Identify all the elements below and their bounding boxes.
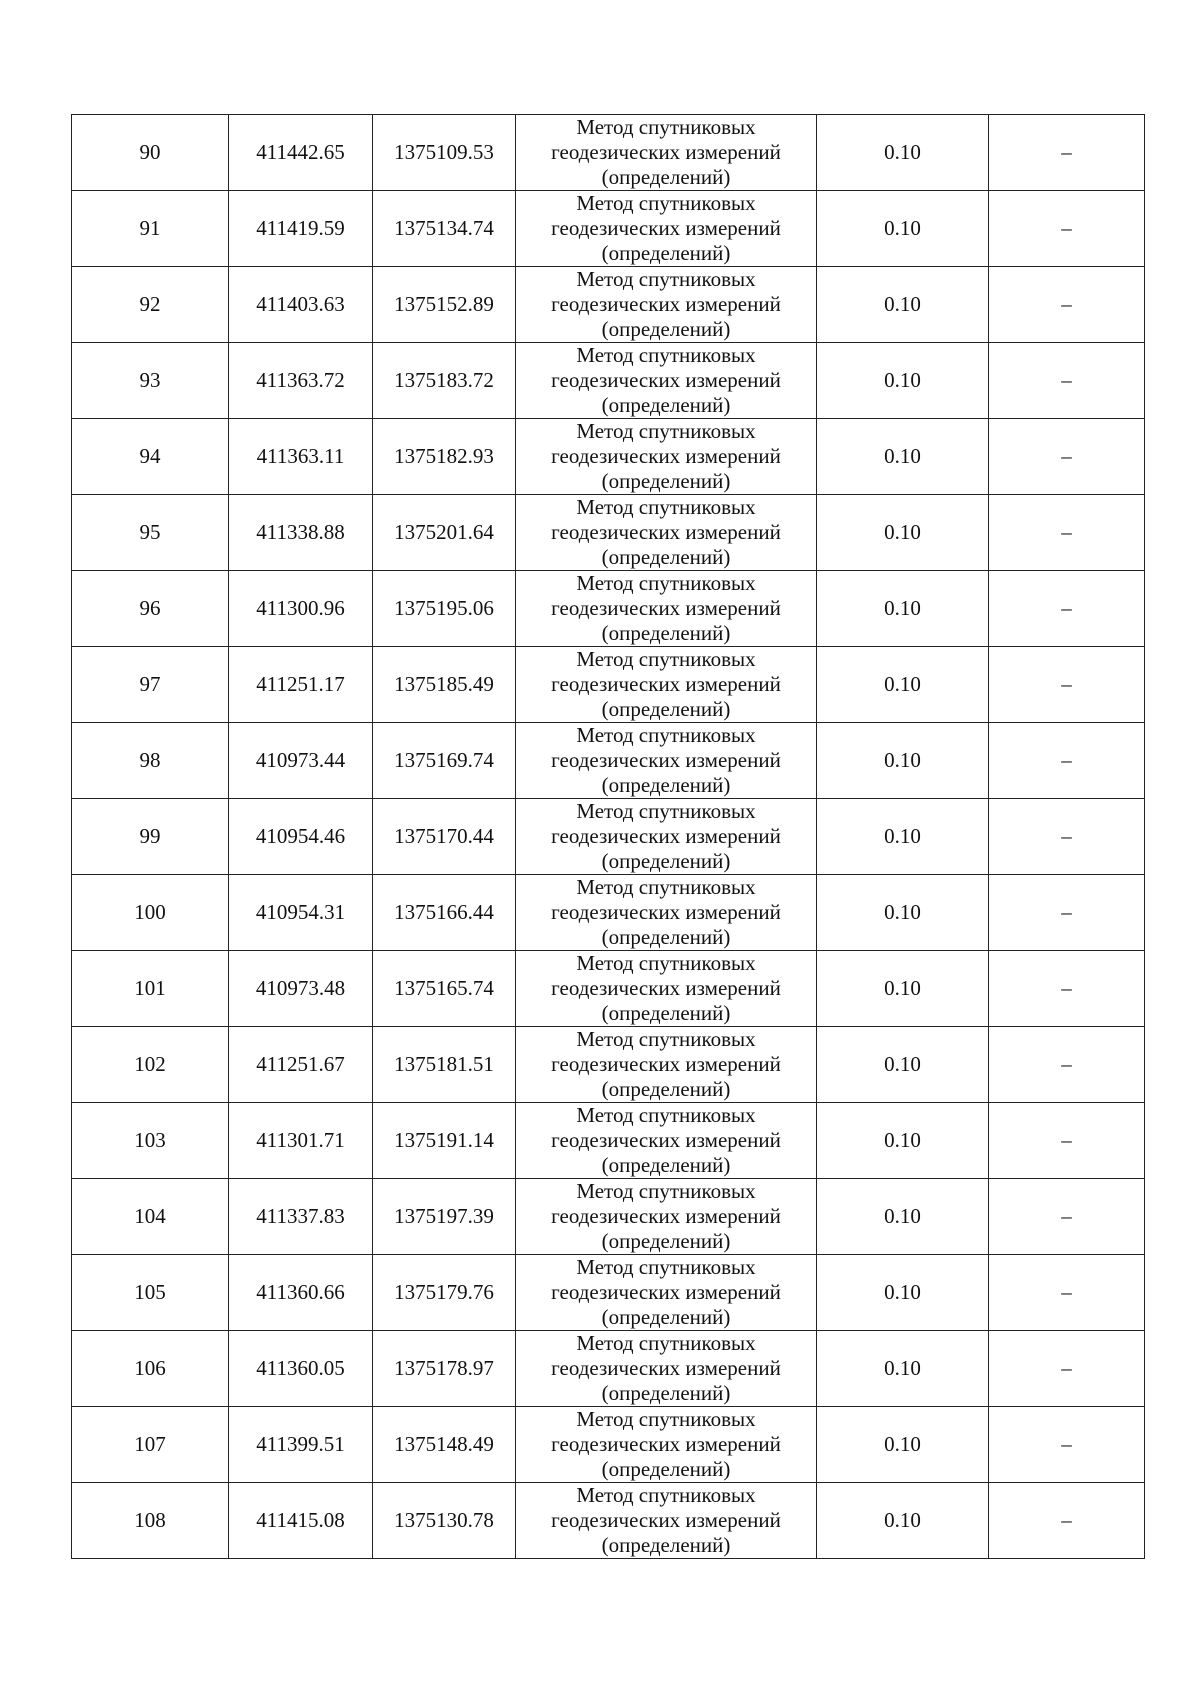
coord-y: 1375178.97 [373,1331,516,1407]
coordinates-table [71,114,1145,1559]
accuracy-value: 0.10 [817,115,989,191]
coord-x: 410954.31 [229,875,373,951]
coord-x: 411363.72 [229,343,373,419]
table-row [72,647,1145,723]
coord-x: 410954.46 [229,799,373,875]
coord-y: 1375169.74 [373,723,516,799]
point-number: 94 [72,419,229,495]
table-row [72,571,1145,647]
coord-x: 410973.44 [229,723,373,799]
accuracy-value: 0.10 [817,875,989,951]
point-number: 108 [72,1483,229,1559]
accuracy-value: 0.10 [817,799,989,875]
method-text: Метод спутниковых геодезических измерений (определений) [516,495,817,571]
coord-x: 411360.66 [229,1255,373,1331]
point-number: 106 [72,1331,229,1407]
coord-y: 1375201.64 [373,495,516,571]
note-dash: – [989,571,1145,647]
note-dash: – [989,1255,1145,1331]
accuracy-value: 0.10 [817,1483,989,1559]
note-dash: – [989,1027,1145,1103]
accuracy-value: 0.10 [817,267,989,343]
table-row [72,1027,1145,1103]
note-dash: – [989,1179,1145,1255]
accuracy-value: 0.10 [817,647,989,723]
accuracy-value: 0.10 [817,1179,989,1255]
coord-x: 411337.83 [229,1179,373,1255]
note-dash: – [989,1103,1145,1179]
accuracy-value: 0.10 [817,1407,989,1483]
coord-x: 411300.96 [229,571,373,647]
coord-y: 1375195.06 [373,571,516,647]
accuracy-value: 0.10 [817,1103,989,1179]
accuracy-value: 0.10 [817,191,989,267]
table-row [72,875,1145,951]
note-dash: – [989,495,1145,571]
coord-y: 1375181.51 [373,1027,516,1103]
coord-y: 1375182.93 [373,419,516,495]
coord-x: 411360.05 [229,1331,373,1407]
coord-x: 411363.11 [229,419,373,495]
coordinates-table-body [72,115,1145,1559]
note-dash: – [989,951,1145,1027]
note-dash: – [989,1331,1145,1407]
accuracy-value: 0.10 [817,343,989,419]
method-text: Метод спутниковых геодезических измерений (определений) [516,1027,817,1103]
coord-y: 1375183.72 [373,343,516,419]
coord-x: 411301.71 [229,1103,373,1179]
point-number: 96 [72,571,229,647]
note-dash: – [989,191,1145,267]
accuracy-value: 0.10 [817,419,989,495]
method-text: Метод спутниковых геодезических измерений (определений) [516,647,817,723]
coord-x: 411251.67 [229,1027,373,1103]
method-text: Метод спутниковых геодезических измерений (определений) [516,343,817,419]
coord-x: 411415.08 [229,1483,373,1559]
point-number: 97 [72,647,229,723]
note-dash: – [989,267,1145,343]
note-dash: – [989,419,1145,495]
coord-x: 411399.51 [229,1407,373,1483]
coord-x: 411338.88 [229,495,373,571]
method-text: Метод спутниковых геодезических измерений (определений) [516,1407,817,1483]
table-row [72,1255,1145,1331]
table-row [72,1483,1145,1559]
point-number: 100 [72,875,229,951]
coord-y: 1375179.76 [373,1255,516,1331]
coord-y: 1375185.49 [373,647,516,723]
point-number: 90 [72,115,229,191]
method-text: Метод спутниковых геодезических измерений (определений) [516,1483,817,1559]
point-number: 98 [72,723,229,799]
table-row [72,1331,1145,1407]
point-number: 107 [72,1407,229,1483]
table-row [72,267,1145,343]
coord-y: 1375134.74 [373,191,516,267]
method-text: Метод спутниковых геодезических измерений (определений) [516,267,817,343]
note-dash: – [989,647,1145,723]
table-row [72,1407,1145,1483]
point-number: 104 [72,1179,229,1255]
method-text: Метод спутниковых геодезических измерений (определений) [516,1103,817,1179]
method-text: Метод спутниковых геодезических измерений (определений) [516,1331,817,1407]
point-number: 101 [72,951,229,1027]
note-dash: – [989,343,1145,419]
method-text: Метод спутниковых геодезических измерений (определений) [516,191,817,267]
point-number: 105 [72,1255,229,1331]
table-row [72,951,1145,1027]
method-text: Метод спутниковых геодезических измерений (определений) [516,1179,817,1255]
method-text: Метод спутниковых геодезических измерений (определений) [516,419,817,495]
point-number: 99 [72,799,229,875]
accuracy-value: 0.10 [817,1331,989,1407]
table-row [72,1103,1145,1179]
note-dash: – [989,115,1145,191]
note-dash: – [989,723,1145,799]
coord-y: 1375191.14 [373,1103,516,1179]
table-row [72,1179,1145,1255]
point-number: 92 [72,267,229,343]
coord-y: 1375165.74 [373,951,516,1027]
method-text: Метод спутниковых геодезических измерений (определений) [516,875,817,951]
table-row [72,191,1145,267]
point-number: 95 [72,495,229,571]
method-text: Метод спутниковых геодезических измерений (определений) [516,799,817,875]
note-dash: – [989,1407,1145,1483]
table-row [72,343,1145,419]
coord-x: 411251.17 [229,647,373,723]
coord-y: 1375197.39 [373,1179,516,1255]
table-row [72,495,1145,571]
point-number: 102 [72,1027,229,1103]
table-row [72,799,1145,875]
method-text: Метод спутниковых геодезических измерений (определений) [516,951,817,1027]
table-row [72,115,1145,191]
method-text: Метод спутниковых геодезических измерений (определений) [516,1255,817,1331]
method-text: Метод спутниковых геодезических измерений (определений) [516,115,817,191]
point-number: 93 [72,343,229,419]
coord-y: 1375170.44 [373,799,516,875]
note-dash: – [989,875,1145,951]
accuracy-value: 0.10 [817,495,989,571]
coord-y: 1375148.49 [373,1407,516,1483]
table-row [72,723,1145,799]
accuracy-value: 0.10 [817,951,989,1027]
point-number: 103 [72,1103,229,1179]
accuracy-value: 0.10 [817,1255,989,1331]
note-dash: – [989,799,1145,875]
coord-x: 411403.63 [229,267,373,343]
method-text: Метод спутниковых геодезических измерений (определений) [516,723,817,799]
coord-x: 410973.48 [229,951,373,1027]
accuracy-value: 0.10 [817,1027,989,1103]
method-text: Метод спутниковых геодезических измерений (определений) [516,571,817,647]
coord-x: 411419.59 [229,191,373,267]
coord-y: 1375166.44 [373,875,516,951]
accuracy-value: 0.10 [817,571,989,647]
point-number: 91 [72,191,229,267]
table-row [72,419,1145,495]
accuracy-value: 0.10 [817,723,989,799]
coord-x: 411442.65 [229,115,373,191]
note-dash: – [989,1483,1145,1559]
coord-y: 1375152.89 [373,267,516,343]
coord-y: 1375109.53 [373,115,516,191]
coord-y: 1375130.78 [373,1483,516,1559]
